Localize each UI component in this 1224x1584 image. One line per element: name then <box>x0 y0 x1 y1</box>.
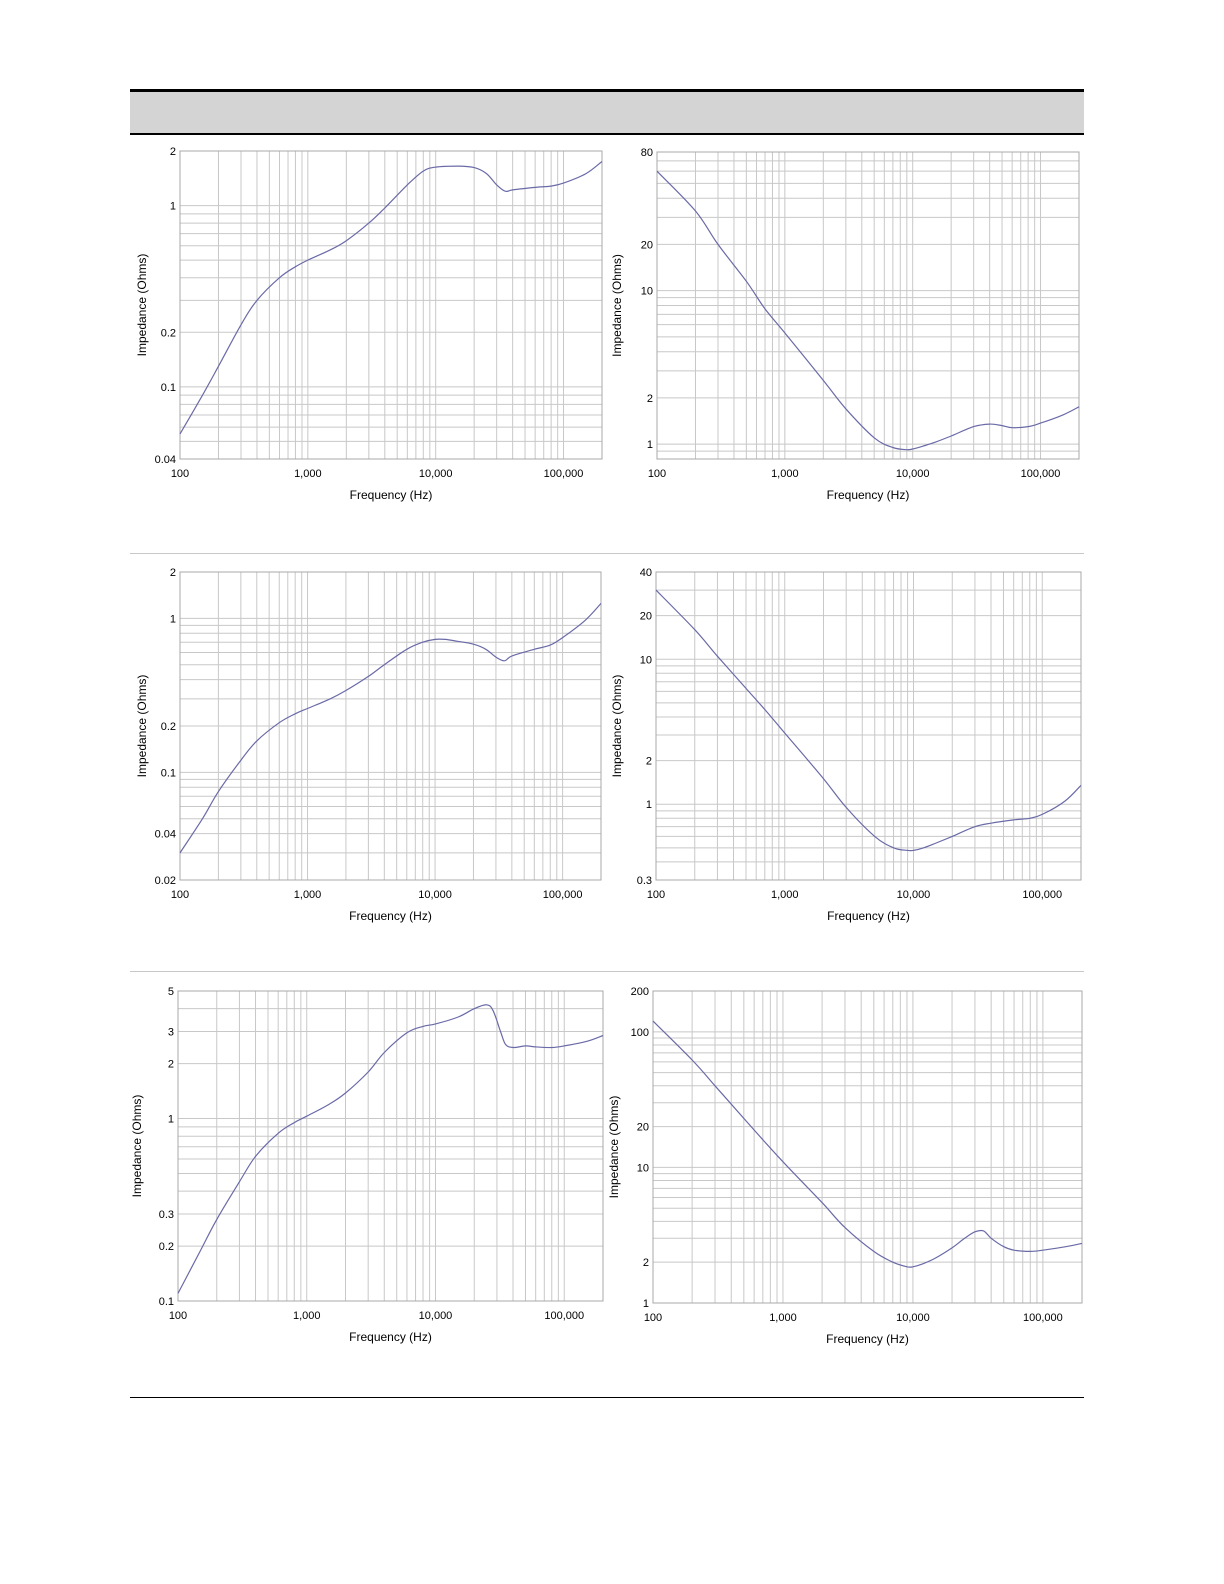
grid <box>656 572 1081 880</box>
y-tick-label: 0.04 <box>154 828 176 841</box>
y-axis-title: Impedance (Ohms) <box>130 1094 144 1198</box>
section-divider <box>130 553 1084 554</box>
y-tick-label: 2 <box>167 1058 174 1071</box>
section-divider <box>130 971 1084 972</box>
y-axis-title: Impedance (Ohms) <box>135 674 149 778</box>
x-tick-label: 10,000 <box>896 1312 930 1324</box>
impedance-chart-row3-right <box>602 983 1090 1348</box>
plot-frame <box>180 151 602 459</box>
y-tick-label: 3 <box>167 1026 174 1039</box>
impedance-chart-row3-left <box>125 983 610 1348</box>
y-tick-label: 2 <box>646 392 653 405</box>
y-tick-label: 20 <box>640 239 653 252</box>
x-tick-label: 100 <box>643 1312 663 1324</box>
x-tick-label: 100 <box>170 889 190 901</box>
impedance-series-line <box>178 1005 603 1294</box>
y-tick-label: 0.04 <box>154 454 176 466</box>
y-tick-label: 2 <box>642 1257 649 1270</box>
y-tick-label: 0.2 <box>160 327 176 340</box>
impedance-series-line <box>653 1021 1082 1267</box>
y-axis-title: Impedance (Ohms) <box>610 254 624 357</box>
y-tick-label: 5 <box>167 986 174 998</box>
x-tick-label: 10,000 <box>418 468 453 480</box>
x-tick-label: 1,000 <box>771 468 799 480</box>
y-tick-label: 10 <box>639 654 652 667</box>
y-tick-label: 1 <box>645 799 652 812</box>
plot-frame <box>178 991 603 1301</box>
y-axis-title: Impedance (Ohms) <box>607 1095 621 1199</box>
y-tick-label: 0.2 <box>160 721 176 733</box>
x-tick-label: 100 <box>168 1310 188 1322</box>
grid <box>178 991 603 1301</box>
x-tick-label: 100 <box>646 889 666 901</box>
y-tick-label: 20 <box>636 1121 649 1134</box>
x-tick-label: 10,000 <box>418 1310 453 1322</box>
x-axis-title: Frequency (Hz) <box>349 909 432 923</box>
y-tick-label: 0.1 <box>160 767 176 780</box>
x-axis-title: Frequency (Hz) <box>826 488 910 502</box>
y-tick-label: 10 <box>640 285 653 298</box>
impedance-chart-row2-left <box>130 563 610 928</box>
x-tick-label: 1,000 <box>769 1312 797 1324</box>
y-tick-label: 2 <box>169 146 176 158</box>
grid <box>180 572 601 880</box>
x-tick-label: 10,000 <box>418 889 452 901</box>
x-axis-title: Frequency (Hz) <box>349 488 433 502</box>
y-tick-label: 2 <box>645 755 652 768</box>
y-tick-label: 2 <box>169 567 176 579</box>
y-tick-label: 0.02 <box>154 875 176 887</box>
y-tick-label: 100 <box>630 1026 649 1039</box>
grid <box>180 151 602 459</box>
x-tick-label: 100 <box>170 468 190 480</box>
plot-frame <box>656 572 1081 880</box>
y-tick-label: 40 <box>639 567 652 579</box>
x-tick-label: 10,000 <box>896 889 931 901</box>
y-tick-label: 1 <box>642 1298 649 1310</box>
footer-divider <box>130 1397 1084 1398</box>
x-tick-label: 10,000 <box>895 468 930 480</box>
x-tick-label: 100,000 <box>1022 889 1063 901</box>
y-tick-label: 1 <box>167 1113 174 1126</box>
y-tick-label: 0.2 <box>158 1241 174 1254</box>
y-tick-label: 0.3 <box>158 1208 174 1221</box>
grid <box>657 152 1079 459</box>
y-tick-label: 80 <box>640 147 653 159</box>
grid <box>653 991 1082 1303</box>
x-tick-label: 1,000 <box>294 468 322 480</box>
y-tick-label: 1 <box>169 613 176 626</box>
y-tick-label: 1 <box>169 200 176 213</box>
x-axis-title: Frequency (Hz) <box>826 1332 909 1346</box>
x-axis-title: Frequency (Hz) <box>827 909 910 923</box>
impedance-chart-row1-left <box>130 145 610 510</box>
x-tick-label: 100,000 <box>1020 468 1061 480</box>
x-tick-label: 100,000 <box>1022 1312 1063 1324</box>
y-tick-label: 0.1 <box>158 1296 174 1308</box>
impedance-series-line <box>656 590 1081 851</box>
x-tick-label: 1,000 <box>293 889 322 901</box>
impedance-series-line <box>180 603 601 853</box>
header-band <box>130 89 1084 135</box>
x-axis-title: Frequency (Hz) <box>349 1330 432 1344</box>
y-tick-label: 1 <box>646 439 653 452</box>
x-tick-label: 100,000 <box>544 1310 585 1322</box>
impedance-series-line <box>657 171 1079 450</box>
impedance-chart-row1-right <box>605 145 1090 510</box>
x-tick-label: 100,000 <box>543 468 584 480</box>
y-tick-label: 10 <box>636 1162 649 1175</box>
x-tick-label: 100,000 <box>542 889 583 901</box>
impedance-chart-row2-right <box>605 563 1090 928</box>
y-axis-title: Impedance (Ohms) <box>135 253 149 357</box>
y-axis-title: Impedance (Ohms) <box>610 674 624 778</box>
y-tick-label: 0.1 <box>160 381 176 394</box>
y-tick-label: 200 <box>630 986 649 998</box>
x-tick-label: 100 <box>647 468 667 480</box>
y-tick-label: 20 <box>639 610 652 623</box>
impedance-series-line <box>180 162 602 434</box>
x-tick-label: 1,000 <box>770 889 799 901</box>
y-tick-label: 0.3 <box>636 875 652 887</box>
x-tick-label: 1,000 <box>292 1310 321 1322</box>
